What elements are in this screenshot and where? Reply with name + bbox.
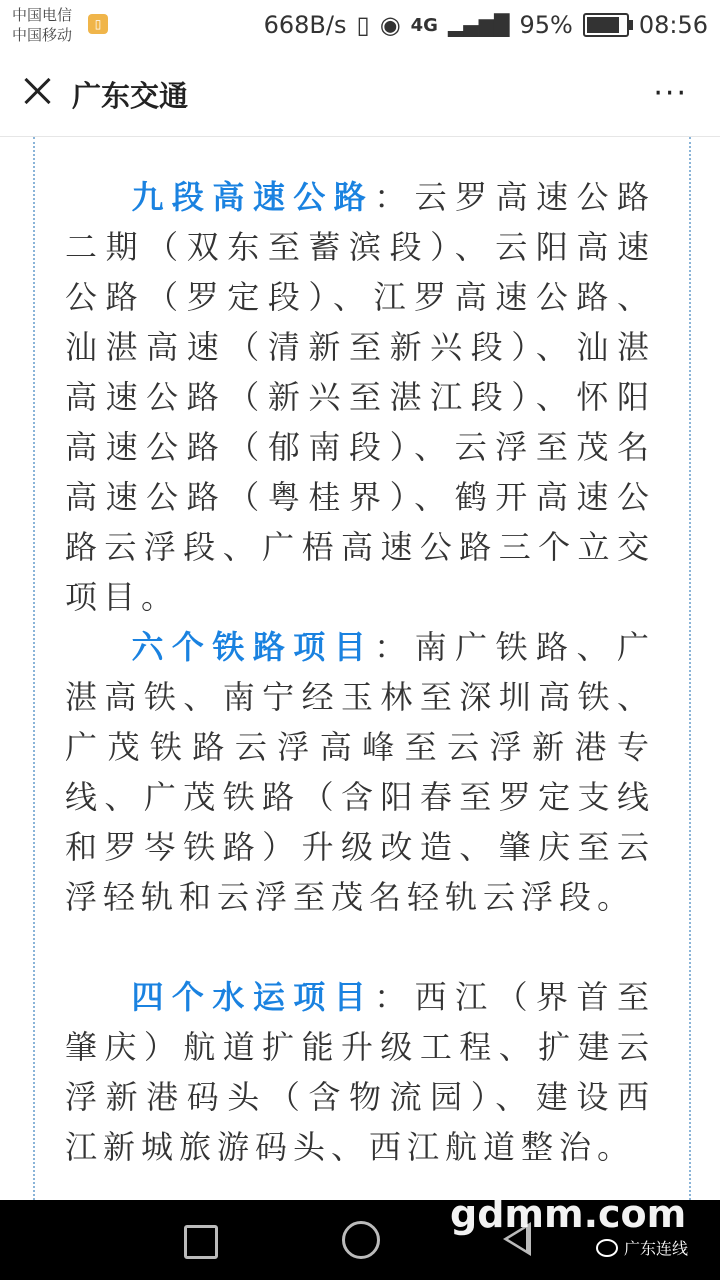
source-name: 广东连线 (624, 1239, 689, 1258)
page-title: 广东交通 (72, 79, 189, 113)
carrier-1: 中国电信 (12, 6, 73, 24)
carrier-2: 中国移动 (12, 26, 73, 44)
heading-waterways: 四个水运项目 (129, 978, 375, 1016)
battery-percent: 95% (519, 11, 573, 39)
recent-apps-button[interactable] (184, 1225, 218, 1259)
text-waterways: ：西江（界首至肇庆）航道扩能升级工程、扩建云浮新港码头（含物流园）、建设西江新城旅游码头、西江航道整治。 (65, 978, 655, 1166)
watermark: gdmm.com (450, 1192, 687, 1236)
battery-fill (587, 17, 619, 33)
battery-icon (583, 13, 629, 37)
heading-railways: 六个铁路项目 (129, 628, 375, 666)
article-content (0, 137, 720, 1200)
paragraph-waterways (65, 972, 655, 1172)
eye-icon: ◉ (379, 11, 401, 39)
vibrate-icon: ▯ (356, 11, 370, 39)
sim-card-icon: ▯ (88, 14, 108, 34)
paragraph-railways (65, 622, 655, 922)
paragraph-highways (65, 172, 655, 622)
source-label (596, 1236, 688, 1259)
text-railways: ：南广铁路、广湛高铁、南宁经玉林至深圳高铁、广茂铁路云浮高峰至云浮新港专线、广茂铁路（含阳春至罗定支线和罗岑铁路）升级改造、肇庆至云浮轻轨和云浮至茂名轻轨云浮段。 (65, 628, 655, 916)
carrier-info (12, 5, 72, 45)
home-button[interactable] (342, 1221, 380, 1259)
close-button[interactable] (18, 72, 58, 112)
wechat-icon (596, 1239, 618, 1257)
status-indicators (264, 10, 708, 40)
network-speed: 668B/s (263, 11, 347, 39)
signal-icon: ▂▄▆█ (447, 13, 510, 37)
status-bar (0, 0, 720, 50)
more-options-button[interactable]: ··· (653, 76, 688, 111)
network-type: 4G (410, 14, 438, 36)
nav-bar (0, 50, 720, 137)
clock: 08:56 (638, 11, 708, 39)
heading-highways: 九段高速公路 (129, 178, 375, 216)
text-highways: ：云罗高速公路二期（双东至蓄滨段）、云阳高速公路（罗定段）、江罗高速公路、汕湛高速（清新至新兴段）、汕湛高速公路（新兴至湛江段）、怀阳高速公路（郁南段）、云浮至茂名高速公路（粤桂界）、鹤开高速公路云浮段、广梧高速公路三个立交项目。 (65, 178, 655, 616)
